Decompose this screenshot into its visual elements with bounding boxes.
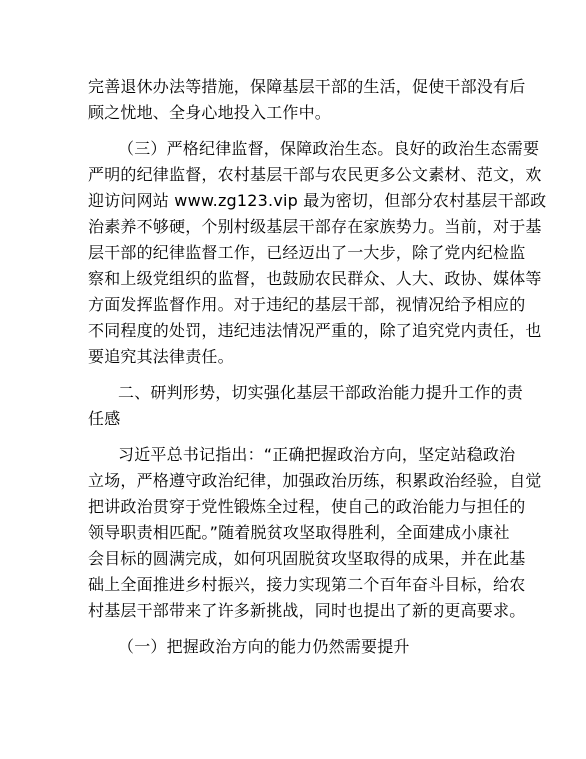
section-heading-two [88, 380, 524, 432]
text-line: （三）严格纪律监督，保障政治生态。良好的政治生态需要 [118, 139, 540, 158]
text-line: 完善退休办法等措施，保障基层干部的生活，促使干部没有后 [88, 77, 526, 96]
text-line: 层干部的纪律监督工作，已经迈出了一大步，除了党内纪检监 [88, 243, 526, 262]
document-body [88, 74, 547, 660]
text-line: 习近平总书记指出：“正确把握政治方向，坚定站稳政治 [118, 445, 516, 464]
text-line: 任感 [88, 409, 121, 428]
paragraph-quote [88, 442, 542, 624]
text-line: （一）把握政治方向的能力仍然需要提升 [118, 637, 410, 656]
text-line: 迎访问网站 www.zg123.vip 最为密切，但部分农村基层干部政 [88, 191, 547, 210]
subsection-heading-one [88, 634, 508, 660]
text-line: 治素养不够硬，个别村级基层干部存在家族势力。当前，对于基 [88, 217, 542, 236]
text-line: 要追究其法律责任。 [88, 347, 234, 366]
text-line: 把讲政治贯穿于党性锻炼全过程，使自己的政治能力与担任的 [88, 497, 526, 516]
paragraph-retirement [88, 74, 526, 126]
text-line: 会目标的圆满完成，如何巩固脱贫攻坚取得的成果，并在此基 [88, 549, 526, 568]
text-line: 方面发挥监督作用。对于违纪的基层干部，视情况给予相应的 [88, 295, 526, 314]
text-line: 二、研判形势，切实强化基层干部政治能力提升工作的责 [118, 383, 524, 402]
text-line: 立场，严格遵守政治纪律，加强政治历练，积累政治经验，自觉 [88, 471, 542, 490]
paragraph-discipline-supervision [88, 136, 547, 370]
text-line: 不同程度的处罚，违纪违法情况严重的，除了追究党内责任，也 [88, 321, 542, 340]
text-line: 顾之忧地、全身心地投入工作中。 [88, 103, 332, 122]
text-line: 察和上级党组织的监督，也鼓励农民群众、人大、政协、媒体等 [88, 269, 542, 288]
text-line: 领导职责相匹配。”随着脱贫攻坚取得胜利，全面建成小康社 [88, 523, 510, 542]
text-line: 村基层干部带来了许多新挑战，同时也提出了新的更高要求。 [88, 601, 526, 620]
text-line: 础上全面推进乡村振兴，接力实现第二个百年奋斗目标，给农 [88, 575, 526, 594]
text-line: 严明的纪律监督，农村基层干部与农民更多公文素材、范文，欢 [88, 165, 542, 184]
